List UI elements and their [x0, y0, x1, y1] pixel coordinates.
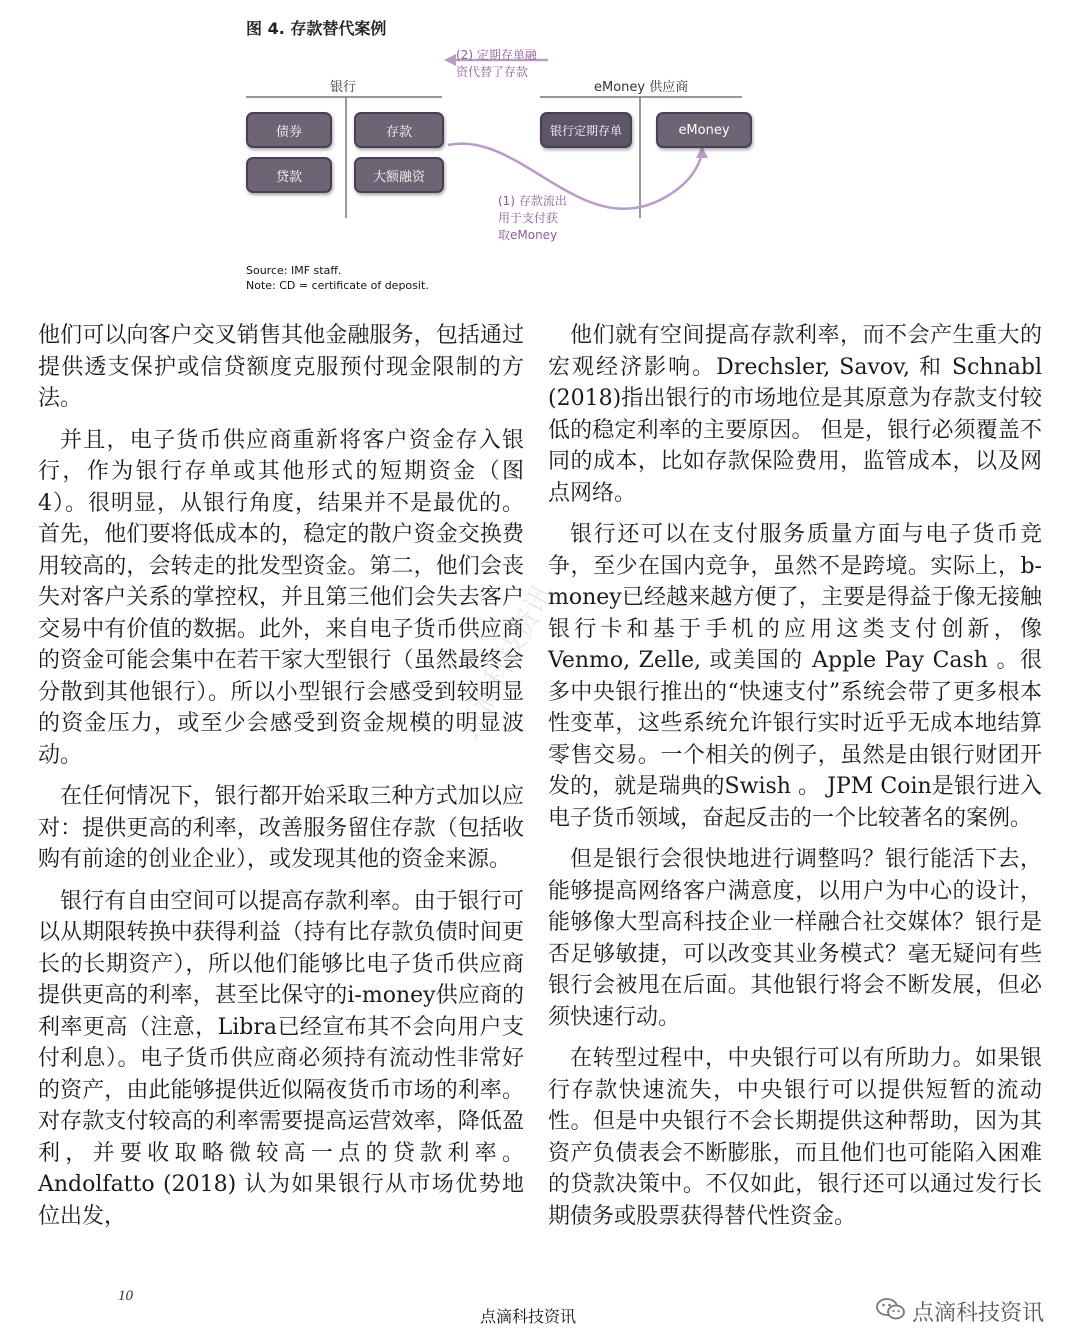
wholesale-funding-box: 大额融资 [354, 157, 444, 193]
wechat-account-name: 点滴科技资讯 [911, 1301, 1044, 1326]
page-number: 10 [118, 1288, 133, 1304]
paragraph: 银行有自由空间可以提高存款利率。由于银行可以从期限转换中获得利益（持有比存款负债时间更长的长期资产），所以他们能够比电子货币供应商提供更高的利率，甚至比保守的i-money供应商的利率更高（注意，Libra已经宣布其不会向用户支付利息）。电子货币供应商必须持有流动性非常好的资产，由此能够提供近似隔夜货币市场的利率。对存款支付较高的利率需要提高运营效率，降低盈利，并要收取略微较高一点的贷款利率。Andolfatto (2018) 认为如果银行从市场优势地位出发， [38, 888, 524, 1229]
paragraph: 他们就有空间提高存款利率，而不会产生重大的宏观经济影响。Drechsler, Savov, 和 Schnabl (2018)指出银行的市场地位是其原意为存款支付较低的稳定利率的主要原因。 但是，银行必须覆盖不同的成本，比如存款保险费用，监管成本，以及网点网络。 [548, 323, 1042, 506]
figure-4 [0, 0, 1080, 310]
wechat-icon [876, 1297, 906, 1327]
left-column [38, 320, 524, 1242]
paragraph: 但是银行会很快地进行调整吗？银行能活下去，能够提高网络客户满意度，以用户为中心的设计，能够像大型高科技企业一样融合社交媒体？银行是否足够敏捷，可以改变其业务模式？毫无疑问有些银行会被甩在后面。其他银行将会不断发展，但必须快速行动。 [548, 847, 1042, 1030]
footer-source-text: 点滴科技资讯 [480, 1307, 577, 1326]
paragraph: 在转型过程中，中央银行可以有所助力。如果银行存款快速流失，中央银行可以提供短暂的流动性。但是中央银行不会长期提供这种帮助，因为其资产负债表会不断膨胀，而且他们也可能陷入困难的贷款决策中。不仅如此，银行还可以通过发行长期债务或股票获得替代性资金。 [548, 1046, 1042, 1229]
bank-label: 银行 [330, 80, 357, 95]
note-deposit-outflow: (1) 存款流出 用于支付获 取eMoney [498, 194, 567, 242]
right-column [548, 320, 1042, 1242]
figure-diagram-lines [0, 0, 1080, 310]
paragraph: 银行还可以在支付服务质量方面与电子货币竞争，至少在国内竞争，虽然不是跨境。实际上，b-money已经越来越方便了，主要是得益于像无接触银行卡和基于手机的应用这类支付创新，像 Venmo, Zelle, 或美国的 Apple Pay Cash 。很多中央银行推出的“快速支付”系统会带了更多根本性变革，这些系统允许银行实时近乎无成本地结算零售交易。一个相关的例子，虽然是由银行财团开发的，就是瑞典的Swish 。 JPM Coin是银行进入电子货币领域，奋起反击的一个比较著名的案例。 [548, 522, 1042, 831]
paragraph: 并且，电子货币供应商重新将客户资金存入银行，作为银行存单或其他形式的短期资金（图4）。很明显，从银行角度，结果并不是最优的。首先，他们要将低成本的，稳定的散户资金交换费用较高的，会转走的批发型资金。第二，他们会丧失对客户关系的掌控权，并且第三他们会失去客户交易中有价值的数据。此外，来自电子货币供应商的资金可能会集中在若干家大型银行（虽然最终会分散到其他银行）。所以小型银行会感受到较明显的资金压力，或至少会感受到资金规模的明显波动。 [38, 427, 524, 768]
loan-box: 贷款 [246, 157, 332, 193]
note-cd-funding: (2) 定期存单融 资代替了存款 [456, 48, 537, 79]
figure-source: Source: IMF staff. [246, 264, 342, 277]
paragraph: 在任何情况下，银行都开始采取三种方式加以应对：提供更高的利率，改善服务留住存款（包括收购有前途的创业企业），或发现其他的资金来源。 [38, 784, 524, 872]
paragraph: 他们可以向客户交叉销售其他金融服务，包括通过提供透支保护或信贷额度克服预付现金限制的方法。 [38, 323, 524, 411]
provider-label: eMoney 供应商 [594, 80, 689, 95]
bank-cd-box: 银行定期存单 [540, 112, 632, 148]
figure-note: Note: CD = certificate of deposit. [246, 279, 429, 292]
bond-box: 债券 [246, 112, 332, 148]
deposit-box: 存款 [354, 112, 444, 148]
figure-title: 图 4. 存款替代案例 [246, 19, 387, 38]
watermark: 点滴科技资讯 [451, 578, 560, 743]
wechat-account-badge [876, 1296, 1044, 1327]
emoney-box: eMoney [656, 112, 752, 148]
